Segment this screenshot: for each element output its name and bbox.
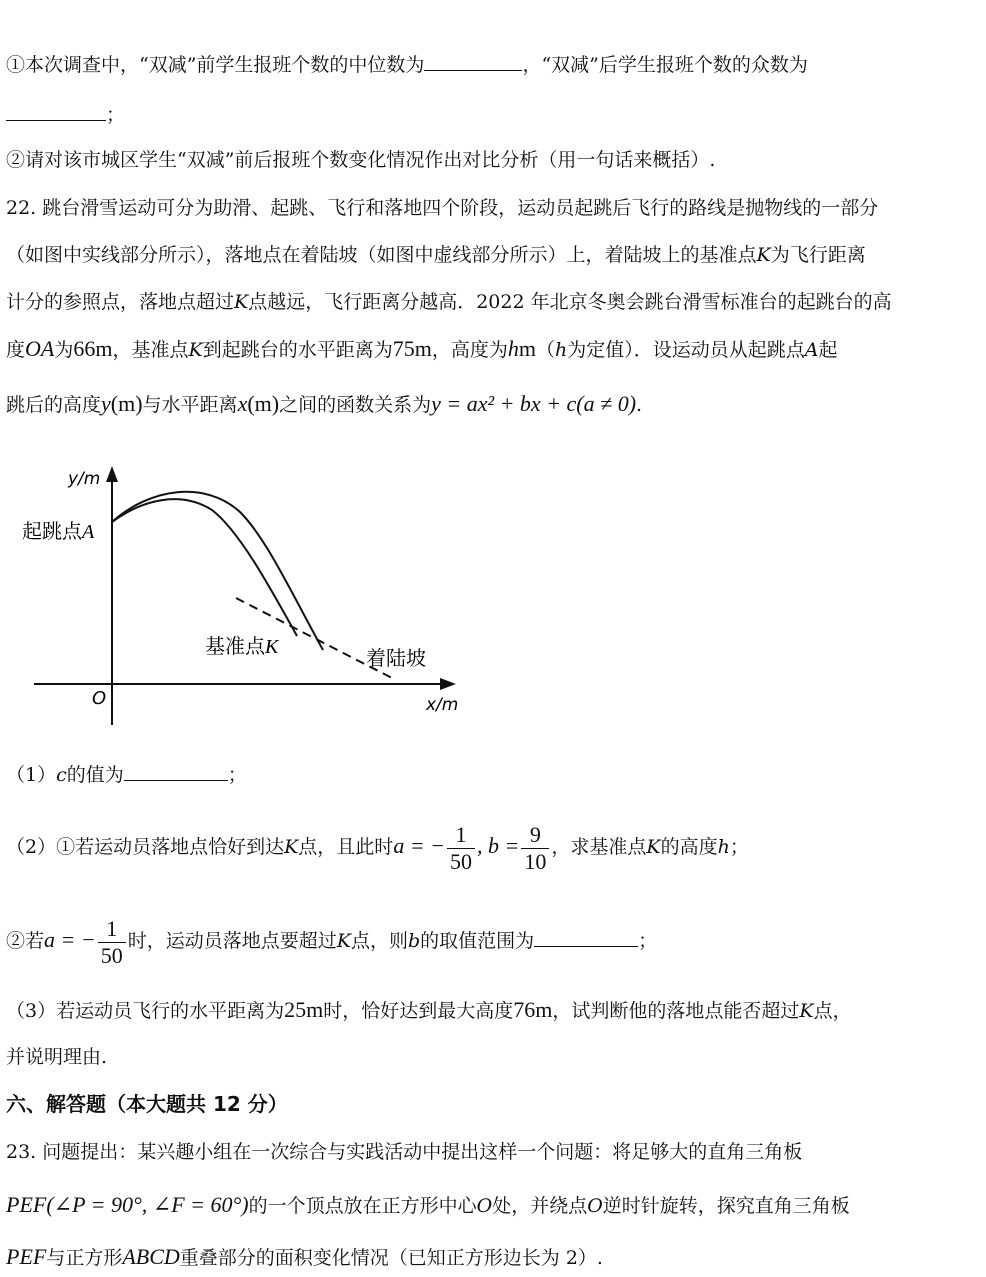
answer-blank-mode[interactable] [6,102,106,121]
q22-sub3: （3）若运动员飞行的水平距离为25m时，恰好达到最大高度76m，试判断他的落地点能否超过K点， [6,997,852,1022]
q22-line5: 跳后的高度y(m)与水平距离x(m)之间的函数关系为y = ax² + bx + c(a ≠ 0). [6,391,643,416]
q23-line2: PEF(∠P = 90°, ∠F = 60°)的一个顶点放在正方形中心O处，并绕点O逆时针旋转，探究直角三角板 [6,1192,850,1217]
section-heading: 六、解答题（本大题共 12 分） [6,1092,288,1116]
takeoff-label: 起跳点A [22,519,95,543]
slope-label: 着陆坡 [366,646,426,670]
answer-blank-median[interactable] [424,52,522,71]
fraction-1-50-b: $\frac{1}{50}$ [98,916,126,969]
triangle-formula: PEF(∠P = 90°, ∠F = 60°) [6,1192,249,1217]
x-axis-label: x/m [426,695,459,715]
q23-line3: PEF与正方形ABCD重叠部分的面积变化情况（已知正方形边长为 2）. [6,1244,603,1269]
q22-sub1: （1）c的值为 ； [6,764,247,786]
answer-blank-c[interactable] [124,762,228,781]
q22-line3: 计分的参照点，落地点超过K点越远，飞行距离分越高．2022 年北京冬奥会跳台滑雪标准台的起跳台的高 [6,291,892,313]
y-axis-label: y/m [68,469,101,489]
q22-sub3-cont: 并说明理由. [6,1046,108,1068]
q22-line4: 度OA为66m，基准点K到起跳台的水平距离为75m，高度为hm（h为定值）．设运动员从起跳点A起 [6,336,838,361]
k-label: 基准点K [205,634,279,658]
q23-line1: 23. 问题提出：某兴趣小组在一次综合与实践活动中提出这样一个问题：将足够大的直角三角板 [6,1141,803,1163]
q22-line2: （如图中实线部分所示），落地点在着陆坡（如图中虚线部分所示）上，着陆坡上的基准点K为飞行距离 [6,244,866,266]
q22-sub2-2: ②若a = − $\frac{1}{50}$ 时，运动员落地点要超过K点，则b的取值范围为 ； [6,915,658,968]
y-axis [106,466,118,725]
fraction-1-50: $\frac{1}{50}$ [447,822,475,875]
q22-line1: 22. 跳台滑雪运动可分为助滑、起跳、飞行和落地四个阶段，运动员起跳后飞行的路线是抛物线的一部分 [6,197,879,219]
origin-label: O [92,688,107,709]
function-formula: y = ax² + bx + c(a ≠ 0) [431,391,637,416]
q21-item1-cont: ； [6,102,125,127]
answer-blank-b-range[interactable] [534,928,638,947]
fraction-9-10: $\frac{9}{10}$ [521,822,549,875]
q21-item1: ①本次调查中，“双减”前学生报班个数的中位数为 ，“双减”后学生报班个数的众数为 [6,54,808,76]
q22-sub2-1: （2）①若运动员落地点恰好到达K点，且此时a = − $\frac{1}{50}$ , b = $\frac{9}{10}$ ，求基准点K的高度h； [6,821,749,874]
q21-item2: ②请对该市城区学生“双减”前后报班个数变化情况作出对比分析（用一句话来概括）. [6,149,716,171]
ski-jump-figure [0,440,480,740]
